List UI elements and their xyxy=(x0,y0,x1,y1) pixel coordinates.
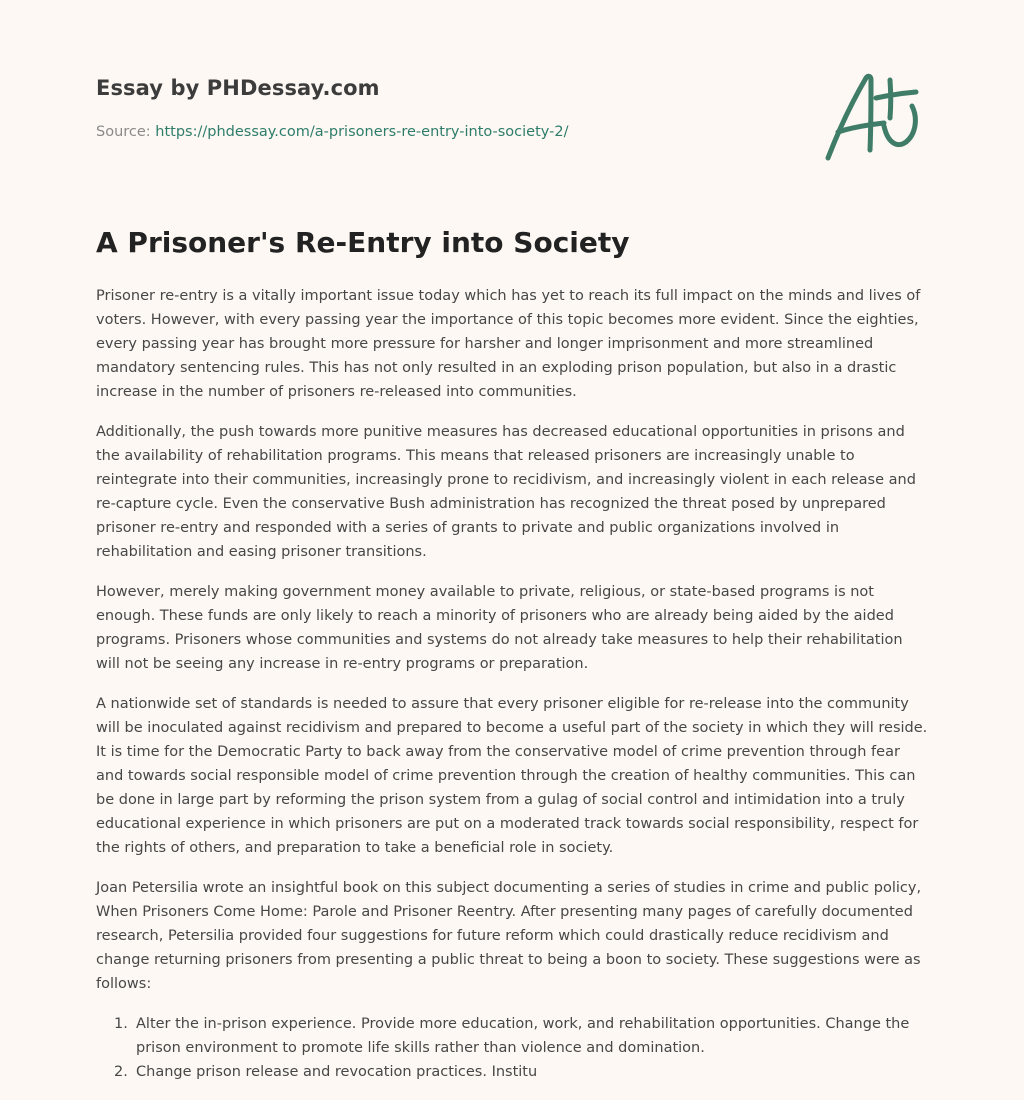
essay-title: A Prisoner's Re-Entry into Society xyxy=(96,226,630,259)
suggestion-item-2: Change prison release and revocation practices. Institu xyxy=(136,1064,538,1080)
source-link[interactable]: https://phdessay.com/a-prisoners-re-entry-into-society-2/ xyxy=(155,124,569,140)
suggestions-list xyxy=(96,1012,928,1084)
a-plus-grade-icon xyxy=(824,68,926,164)
essay-paragraph-4: A nationwide set of standards is needed to assure that every prisoner eligible for re-release into the community will be inoculated against recidivism and prepared to become a useful part of the society in which they will reside. It is time for the Democratic Party to back away from the conservative model of crime prevention through fear and towards social responsible model of crime prevention through the creation of healthy communities. This can be done in large part by reforming the prison system from a gulag of social control and intimidation into a truly educational experience in which prisoners are put on a moderated track towards social responsibility, respect for the rights of others, and preparation to take a beneficial role in society. xyxy=(96,696,928,856)
site-title: Essay by PHDessay.com xyxy=(96,76,380,100)
essay-paragraph-5: Joan Petersilia wrote an insightful book on this subject documenting a series of studies in crime and public policy, When Prisoners Come Home: Parole and Prisoner Reentry. After presenting many pages of carefully documented research, Petersilia provided four suggestions for future reform which could drastically reduce recidivism and change returning prisoners from presenting a public threat to being a boon to society. These suggestions were as follows: xyxy=(96,880,922,992)
source-line xyxy=(96,124,568,140)
suggestion-item-1: Alter the in-prison experience. Provide more education, work, and rehabilitation opportunities. Change the prison environment to promote life skills rather than violence and domination. xyxy=(136,1016,910,1056)
essay-body xyxy=(96,284,928,1084)
source-label: Source: xyxy=(96,124,151,140)
essay-paragraph-2: Additionally, the push towards more punitive measures has decreased educational opportunities in prisons and the availability of rehabilitation programs. This means that released prisoners are increasingly unable to reintegrate into their communities, increasingly prone to recidivism, and increasingly violent in each release and re-capture cycle. Even the conservative Bush administration has recognized the threat posed by unprepared prisoner re-entry and responded with a series of grants to private and public organizations involved in rehabilitation and easing prisoner transitions. xyxy=(96,424,916,560)
essay-paragraph-1: Prisoner re-entry is a vitally important issue today which has yet to reach its full impact on the minds and lives of voters. However, with every passing year the importance of this topic becomes more evident. Since the eighties, every passing year has brought more pressure for harsher and longer imprisonment and more streamlined mandatory sentencing rules. This has not only resulted in an exploding prison population, but also in a drastic increase in the number of prisoners re-released into communities. xyxy=(96,288,921,400)
essay-paragraph-3: However, merely making government money available to private, religious, or state-based programs is not enough. These funds are only likely to reach a minority of prisoners who are already being aided by the aided programs. Prisoners whose communities and systems do not already take measures to help their rehabilitation will not be seeing any increase in re-entry programs or preparation. xyxy=(96,584,903,672)
